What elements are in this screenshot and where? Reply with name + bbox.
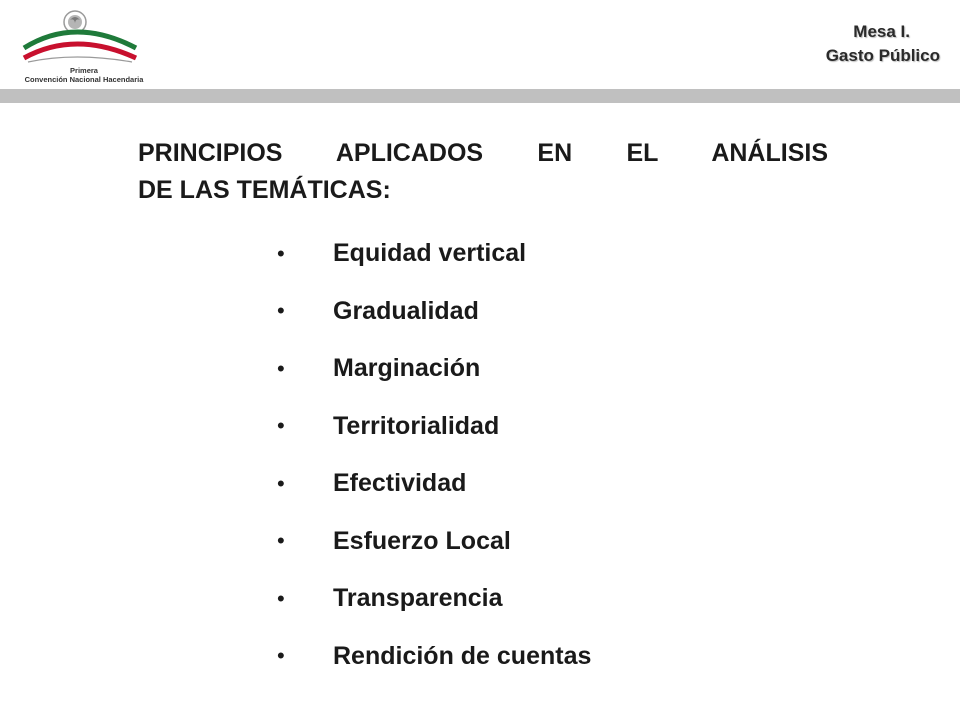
bullet-icon: • xyxy=(277,585,285,611)
list-item xyxy=(277,513,591,571)
logo-line-primera: Primera xyxy=(70,66,98,75)
list-item xyxy=(277,340,591,398)
list-item xyxy=(277,225,591,283)
bullet-icon: • xyxy=(277,470,285,496)
principles-list xyxy=(277,225,591,685)
principle-label: Marginación xyxy=(333,354,481,383)
list-item xyxy=(277,570,591,628)
principle-label: Gradualidad xyxy=(333,296,479,325)
bullet-icon: • xyxy=(277,355,285,381)
list-item xyxy=(277,398,591,456)
topic-label: Gasto Público xyxy=(825,46,940,65)
mesa-label: Mesa I. xyxy=(853,22,910,41)
principle-label: Efectividad xyxy=(333,469,467,498)
logo-line-convencion: Convención Nacional Hacendaria xyxy=(24,75,144,84)
page-title-line1: PRINCIPIOS APLICADOS EN EL ANÁLISIS xyxy=(138,139,828,167)
list-item xyxy=(277,628,591,686)
principle-label: Rendición de cuentas xyxy=(333,641,592,670)
principle-label: Transparencia xyxy=(333,584,503,613)
bullet-icon: • xyxy=(277,413,285,439)
logo-caption xyxy=(22,66,146,84)
bullet-icon: • xyxy=(277,643,285,669)
eagle-seal-icon xyxy=(18,8,148,68)
bullet-icon: • xyxy=(277,298,285,324)
bullet-icon: • xyxy=(277,240,285,266)
header-divider-bar xyxy=(0,89,960,103)
principle-label: Esfuerzo Local xyxy=(333,526,511,555)
principle-label: Equidad vertical xyxy=(333,239,527,268)
convencion-logo xyxy=(18,8,148,86)
session-title xyxy=(740,20,940,68)
page-title-line2: DE LAS TEMÁTICAS: xyxy=(138,176,391,204)
list-item xyxy=(277,455,591,513)
principle-label: Territorialidad xyxy=(333,411,500,440)
page-title xyxy=(138,135,828,209)
list-item xyxy=(277,283,591,341)
bullet-icon: • xyxy=(277,528,285,554)
